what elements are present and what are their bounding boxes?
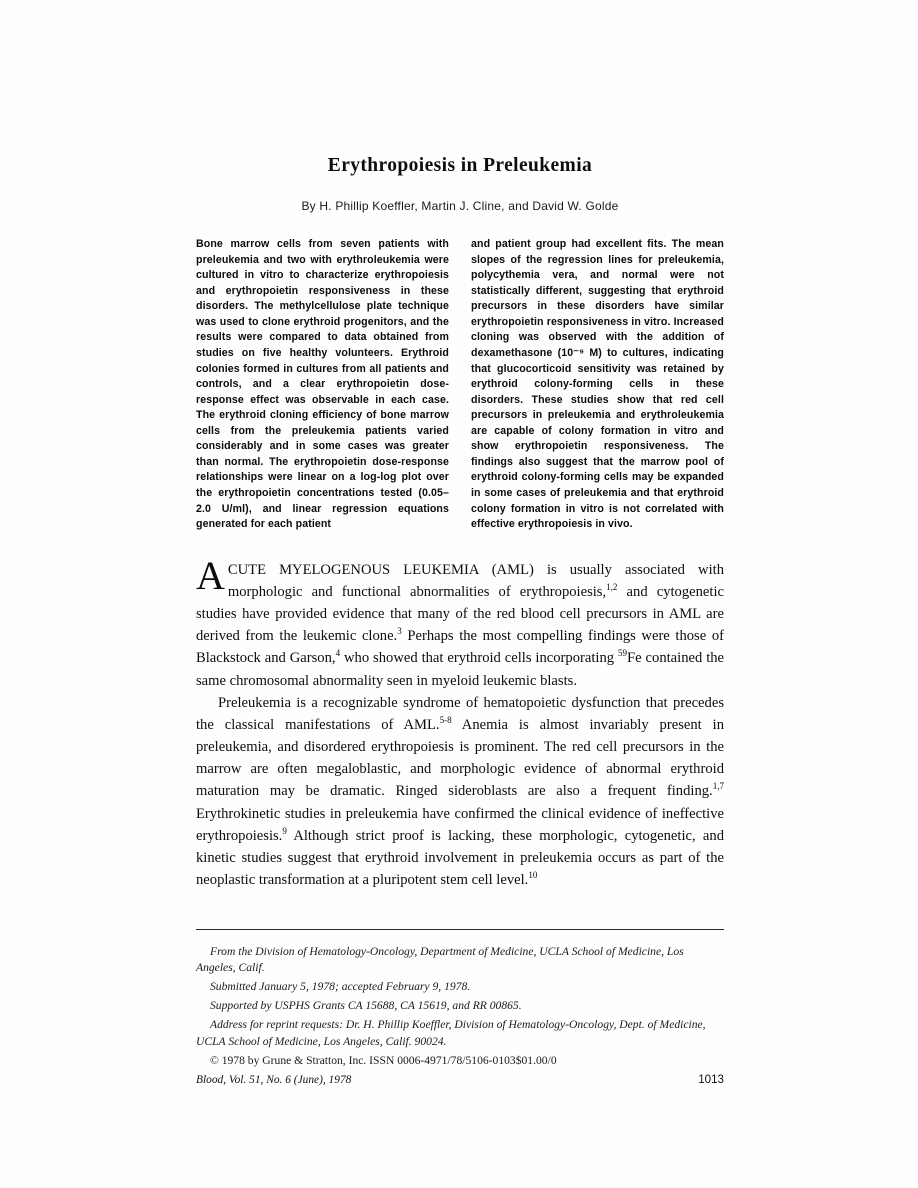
- paragraph-1-part-c: Perhaps the most compelling findings were those of Blackstock and Garson,: [196, 628, 724, 667]
- footnote-support: [196, 998, 724, 1014]
- abstract: [196, 237, 724, 533]
- paragraph-1-leadin: CUTE MYELOGENOUS LEUKEMIA (AML): [227, 561, 534, 578]
- footnote-affiliation: [196, 944, 724, 977]
- page-footer: [196, 1073, 724, 1086]
- body-paragraph-1: [196, 552, 725, 692]
- citation-ref: 10: [528, 870, 538, 881]
- footnotes: [196, 944, 724, 1072]
- paragraph-2-part-a: Preleukemia is a recognizable syndrome of hematopoietic dysfunction that precedes the classical manifestations of AML.: [196, 694, 724, 733]
- paragraph-1-part-a: is usually associated with morphologic and functional abnormalities of erythropoiesis,: [227, 561, 724, 600]
- paragraph-1-part-e: Fe contained the same chromosomal abnormality seen in myeloid leukemic blasts.: [196, 650, 725, 689]
- footnote-submitted: [196, 979, 724, 995]
- paragraph-2-part-b: Anemia is almost invariably present in preleukemia, and disordered erythropoiesis is prominent. The red cell precursors in the marrow are often megaloblastic, and morphologic evidence of abnormal erythroid maturation may be dramatic. Ringed sideroblasts are also a frequent finding.: [196, 716, 724, 800]
- page-title: Erythropoiesis in Preleukemia: [327, 155, 593, 176]
- drop-cap: A: [196, 552, 225, 598]
- paragraph-2-part-c: Erythrokinetic studies in preleukemia have confirmed the clinical evidence of ineffective erythropoiesis.: [196, 805, 724, 844]
- author-byline: By H. Phillip Koeffler, Martin J. Cline, and David W. Golde: [301, 199, 619, 213]
- footnote-reprints-text: Address for reprint requests: Dr. H. Phillip Koeffler, Division of Hematology-Oncology, Dept. of Medicine, UCLA School of Medicine, Los Angeles, Calif. 90024.: [196, 1018, 706, 1048]
- journal-citation: Blood, Vol. 51, No. 6 (June), 1978: [196, 1074, 352, 1086]
- paragraph-1-part-d: who showed that erythroid cells incorporating: [340, 650, 618, 667]
- body-text: [196, 552, 725, 892]
- abstract-column-left: [196, 237, 449, 533]
- footnote-affiliation-text: From the Division of Hematology-Oncology, Department of Medicine, UCLA School of Medicine, Los Angeles, Calif.: [196, 945, 684, 975]
- isotope-superscript: 59: [617, 648, 628, 659]
- article-content: [196, 155, 724, 891]
- page-number: 1013: [698, 1073, 724, 1086]
- paragraph-1-part-b: and cytogenetic studies have provided evidence that many of the red blood cell precursors in AML are derived from the leukemic clone.: [196, 583, 724, 645]
- body-paragraph-2: [196, 692, 724, 892]
- paragraph-2-part-d: Although strict proof is lacking, these morphologic, cytogenetic, and kinetic studies suggest that erythroid involvement in preleukemia occurs as part of the neoplastic transformation at a pluripotent stem cell level.: [196, 827, 724, 889]
- citation-ref: 4: [335, 648, 341, 659]
- footnote-support-text: Supported by USPHS Grants CA 15688, CA 15619, and RR 00865.: [210, 999, 522, 1013]
- footnote-divider: [196, 929, 724, 930]
- footnote-reprints: [196, 1017, 724, 1050]
- citation-ref: 9: [282, 825, 287, 836]
- footnote-copyright: © 1978 by Grune & Stratton, Inc. ISSN 0006-4971/78/5106-0103$01.00/0: [210, 1053, 557, 1067]
- citation-ref: 1,2: [606, 582, 618, 592]
- abstract-text-right: and patient group had excellent fits. The mean slopes of the regression lines for preleukemia, polycythemia vera, and normal were not statistically different, suggesting that erythroid precursors in these disorders have similar erythropoietin responsiveness in vitro. Increased cloning was observed with the addition of dexamethasone (10⁻⁹ M) to cultures, indicating that glucocorticoid sensitivity was retained by erythroid colony-forming cells in these disorders. These studies show that red cell precursors in preleukemia and erythroleukemia are capable of colony formation in vitro and show erythropoietin responsiveness. The findings also suggest that the marrow pool of erythroid colony-forming cells may be expanded in some cases of preleukemia and that erythroid colony formation in vitro is not correlated with effective erythropoiesis in vivo.: [471, 238, 724, 531]
- citation-ref: 1,7: [712, 781, 724, 792]
- abstract-text-left: Bone marrow cells from seven patients with preleukemia and two with erythroleukemia were cultured in vitro to characterize erythropoiesis and erythropoietin responsiveness in these disorders. The methylcellulose plate technique was used to clone erythroid progenitors, and the results were compared to data obtained from studies on five healthy volunteers. Erythroid colonies formed in cultures from all patients and controls, and a clear erythropoietin dose-response effect was observable in each case. The erythroid cloning efficiency of bone marrow cells from the preleukemia patients varied considerably and in some cases was greater than normal. The erythropoietin dose-response relationships were linear on a log-log plot over the erythropoietin concentrations tested (0.05–2.0 U/ml), and linear regression equations generated for each patient: [196, 238, 449, 531]
- citation-ref: 3: [397, 626, 402, 637]
- abstract-column-right: [471, 237, 724, 533]
- footnote-submitted-text: Submitted January 5, 1978; accepted February 9, 1978.: [210, 980, 471, 994]
- citation-ref: 5-8: [439, 715, 452, 726]
